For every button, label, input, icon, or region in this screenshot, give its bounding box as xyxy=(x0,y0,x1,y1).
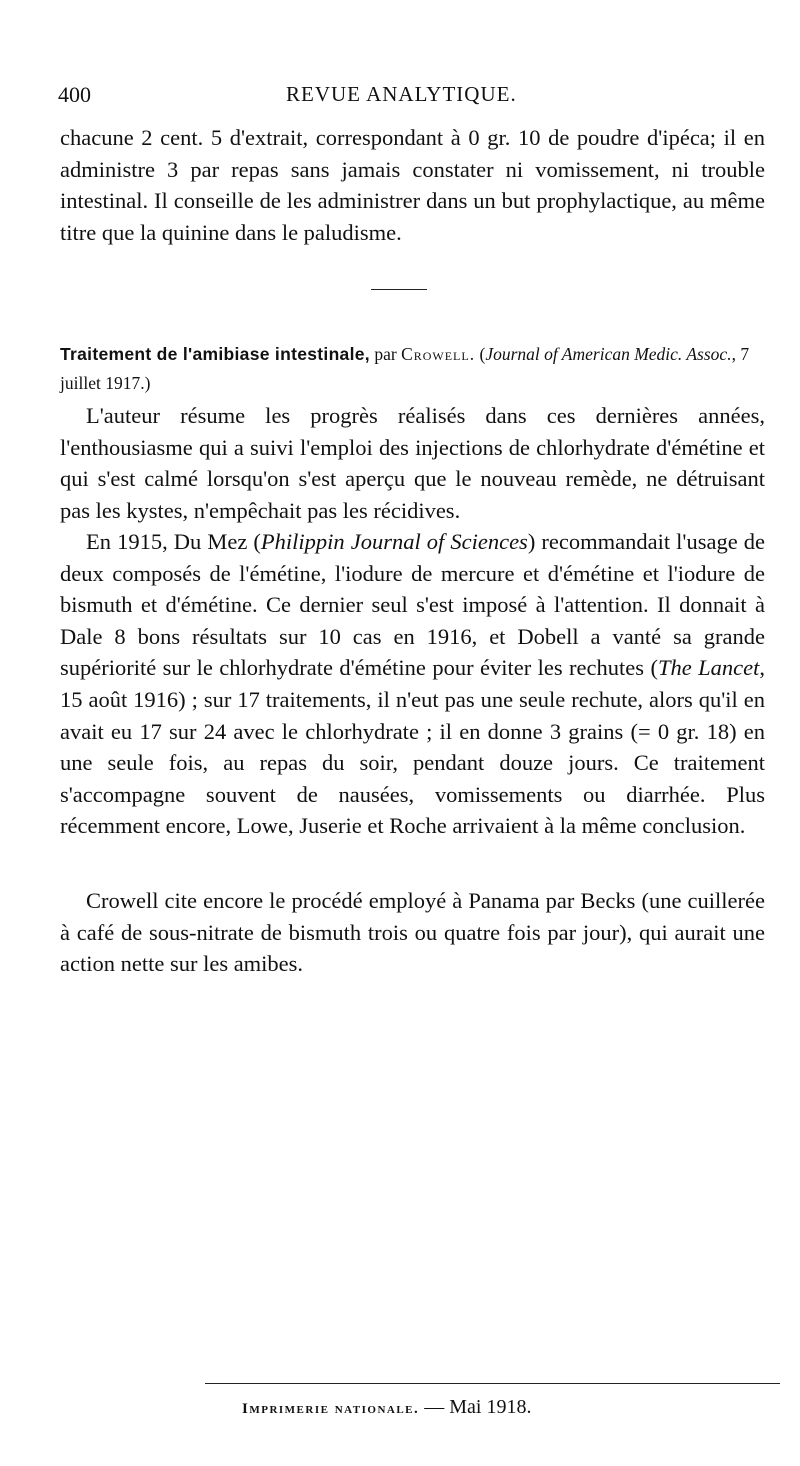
footer-separator: — xyxy=(419,1396,450,1418)
p2-text-b: ) recommandait l'usage de deux composés de l'émétine, l'iodure de mercure et d'émétine et l'iodure de bismuth et d'émétine. Ce dernier seul s'est imposé à l'attention. Il donnait à Dale 8 bons résultats sur 10 cas en 1916, et Dobell a vanté sa grande supériorité sur le chlorhydrate d'émétine pour éviter les rechutes ( xyxy=(60,529,765,681)
intro-paragraph: chacune 2 cent. 5 d'extrait, correspondant à 0 gr. 10 de poudre d'ipéca; il en administre 3 par repas sans jamais constater ni vomissement, ni trouble intestinal. Il conseille de les administrer dans un but prophylactique, au même titre que la quinine dans le paludisme. xyxy=(60,125,765,245)
footer-rule xyxy=(205,1383,780,1384)
article-source-open: ( xyxy=(479,344,486,364)
article-paragraph-1: L'auteur résume les progrès réalisés dans ces dernières années, l'enthousiasme qui a suivi l'emploi des injections de chlorhydrate d'émétine et qui s'est calmé lorsqu'on s'est aperçu que le nouveau remède, ne détruisant pas les kystes, n'empêchait pas les récidives. xyxy=(60,403,765,523)
running-title: REVUE ANALYTIQUE. xyxy=(286,82,517,106)
article-title: Traitement de l'amibiase intestinale, xyxy=(60,344,370,364)
p2-journal: Philippin Journal of Sciences xyxy=(260,529,528,554)
page-number: 400 xyxy=(58,82,91,107)
article-by: par xyxy=(374,344,397,364)
section-divider xyxy=(371,289,427,290)
article-paragraph-2 xyxy=(60,526,765,842)
article-paragraph-3: Crowell cite encore le procédé employé à Panama par Becks (une cuillerée à café de sous-nitrate de bismuth trois ou quatre fois par jour), qui aurait une action nette sur les amibes. xyxy=(60,888,765,977)
p2-lancet: The Lancet xyxy=(657,655,760,681)
article-date: , 7 juillet 1917.) xyxy=(60,344,750,393)
footer-date: Mai 1918. xyxy=(449,1396,532,1418)
article-author: Crowell. xyxy=(401,344,476,364)
article-heading xyxy=(60,340,775,398)
p2-text-a: En 1915, Du Mez ( xyxy=(86,529,261,554)
p2-text-c: , 15 août 1916) ; sur 17 traitements, il n'eut pas une seule rechute, alors qu'il en avait eu 17 sur 24 avec le chlorhydrate ; il en donne 3 grains (= 0 gr. 18) en une seule fois, au repas du soir, pendant douze jours. Ce traitement s'accompagne souvent de nausées, vomissements ou diarrhée. Plus récemment encore, Lowe, Juserie et Roche arrivaient à la même conclusion. xyxy=(60,655,765,839)
article-journal: Journal of American Medic. Assoc. xyxy=(485,344,732,364)
footer-imprint: Imprimerie nationale. xyxy=(242,1401,420,1417)
footer xyxy=(242,1396,531,1419)
